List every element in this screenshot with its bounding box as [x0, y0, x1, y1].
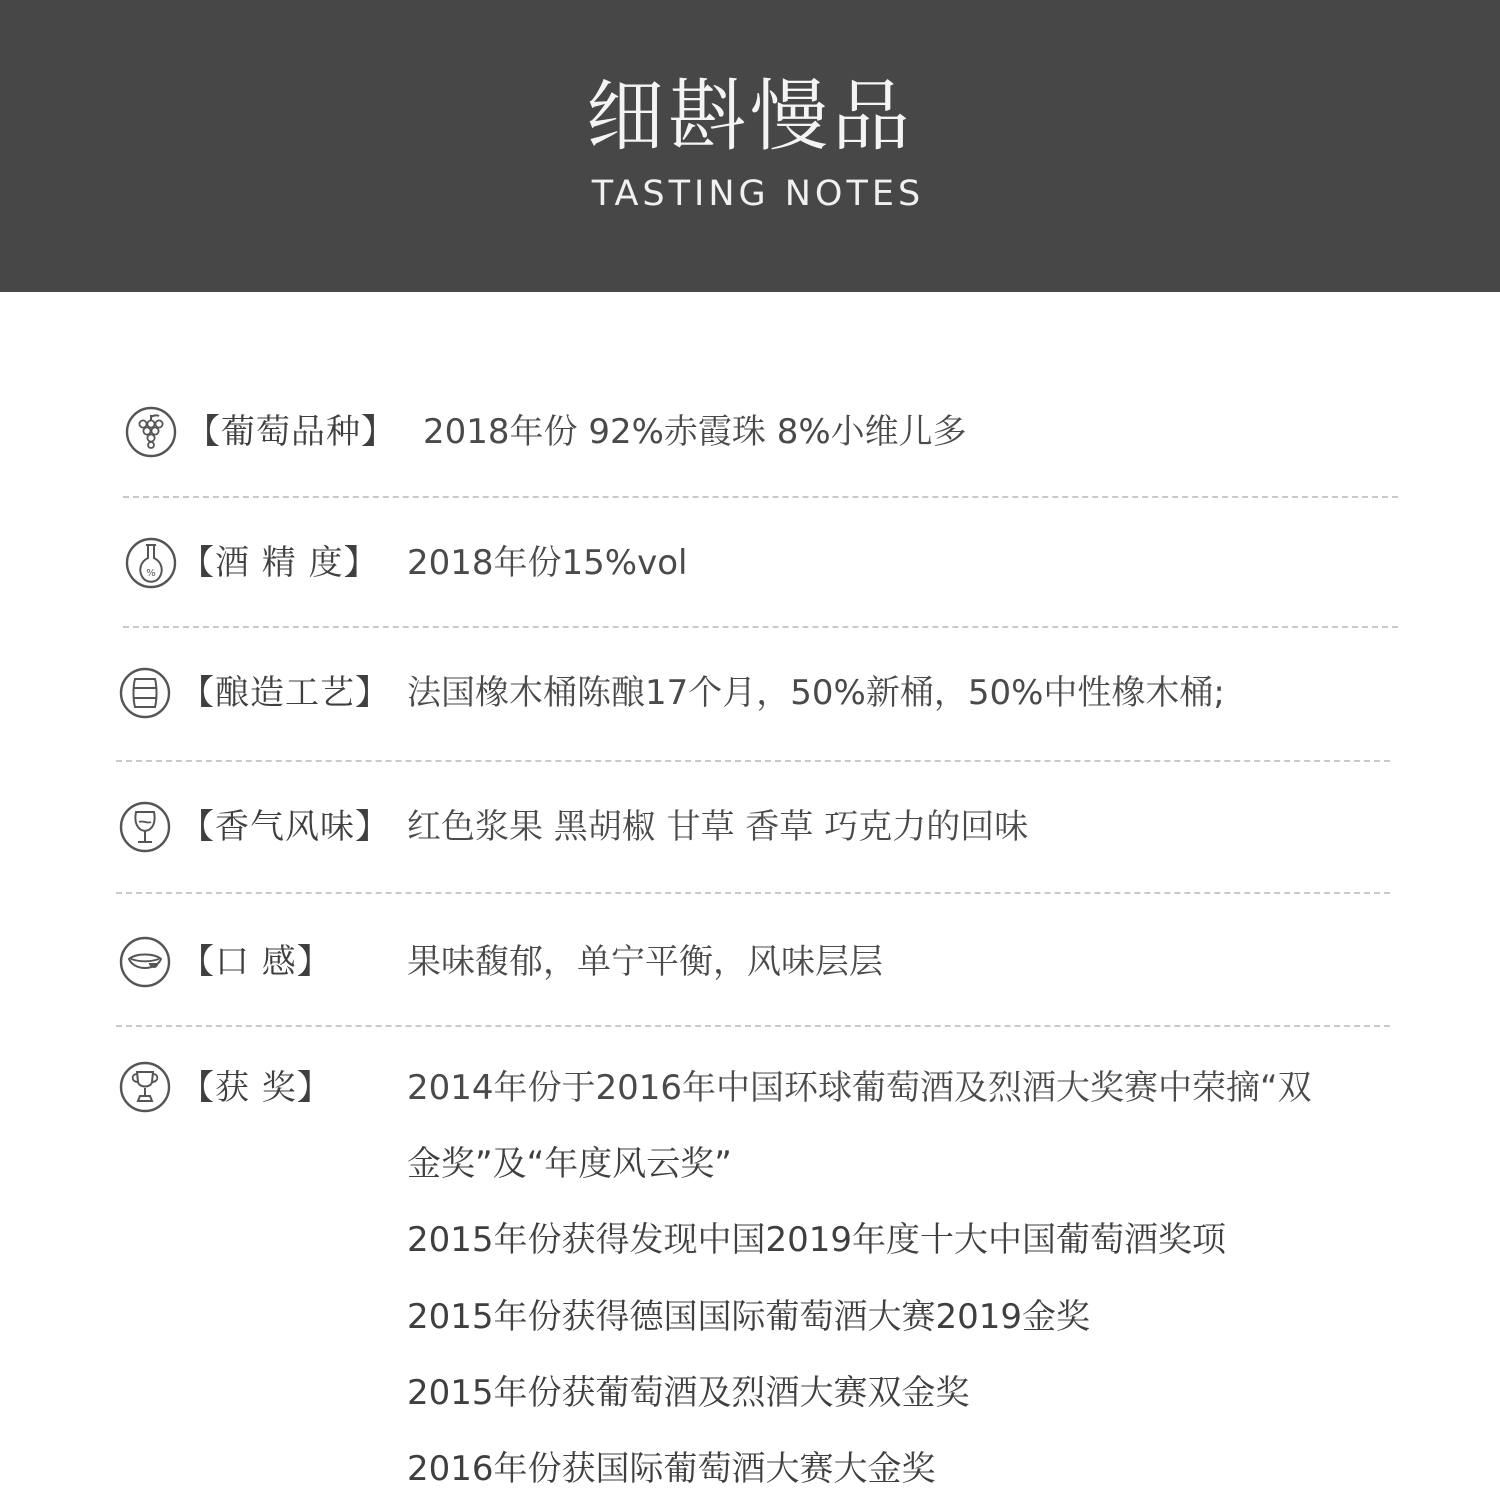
barrel-icon: [118, 666, 172, 720]
mouth-taste-icon: [118, 935, 172, 989]
alcohol-flask-icon: [124, 536, 178, 590]
award-line: 金奖”及“年度风云奖”: [407, 1144, 732, 1184]
page-subtitle: TASTING NOTES: [591, 174, 925, 214]
row-divider: [116, 760, 1390, 762]
row-value: 法国橡木桶陈酿17个月，50%新桶，50%中性橡木桶;: [407, 673, 1225, 713]
award-line: 2015年份获得发现中国2019年度十大中国葡萄酒奖项: [407, 1220, 1227, 1260]
row-value: 2018年份 92%赤霞珠 8%小维儿多: [423, 412, 967, 452]
svg-text:%: %: [146, 568, 156, 579]
row-label: 【香气风味】: [180, 807, 390, 847]
aroma-glass-icon: [118, 800, 172, 854]
trophy-icon: [118, 1060, 172, 1114]
award-line: 2015年份获葡萄酒及烈酒大赛双金奖: [407, 1373, 970, 1413]
row-divider: [116, 892, 1390, 894]
row-value: 果味馥郁，单宁平衡，风味层层: [407, 942, 883, 982]
row-value: 2018年份15%vol: [407, 543, 688, 583]
row-label: 【葡萄品种】: [186, 412, 396, 452]
row-label: 【酿造工艺】: [180, 673, 390, 713]
row-label: 【酒 精 度】: [180, 543, 379, 583]
row-label: 【口 感】: [180, 942, 332, 982]
row-divider: [116, 1025, 1390, 1027]
grape-icon: [124, 405, 178, 459]
award-line: 2016年份获国际葡萄酒大赛大金奖: [407, 1449, 936, 1489]
award-line-first: 2014年份于2016年中国环球葡萄酒及烈酒大奖赛中荣摘“双: [407, 1068, 1312, 1108]
header-banner: [0, 0, 1500, 292]
page-title: 细斟慢品: [585, 72, 914, 162]
row-divider: [123, 496, 1398, 498]
award-line: 2015年份获得德国国际葡萄酒大赛2019金奖: [407, 1297, 1091, 1337]
row-divider: [123, 626, 1398, 628]
row-value: 红色浆果 黑胡椒 甘草 香草 巧克力的回味: [407, 807, 1029, 847]
row-label: 【获 奖】: [180, 1068, 332, 1108]
